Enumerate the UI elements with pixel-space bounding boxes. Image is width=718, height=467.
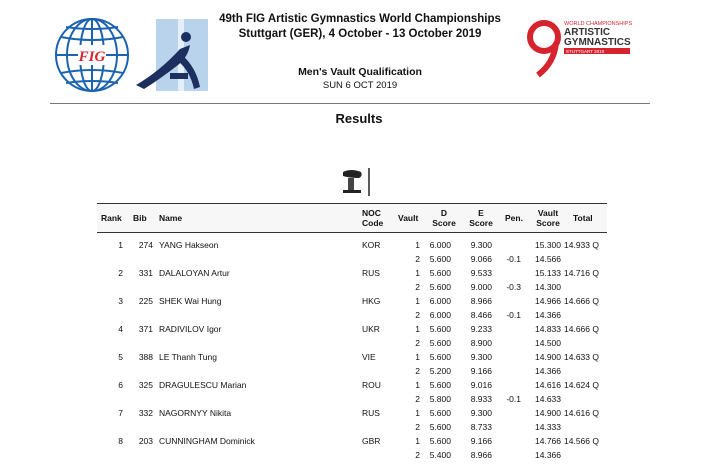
table-header [97,203,607,233]
col-e-score [464,204,498,232]
cell-bib: 325 [138,380,153,390]
cell-vn: 2 [415,450,420,460]
cell-score: 14.833 [535,324,561,334]
cell-vn: 1 [415,408,420,418]
awc-logo-line1: ARTISTIC [564,27,611,38]
cell-noc: VIE [362,352,376,362]
cell-rank: 1 [118,240,123,250]
col-name: Name [159,213,183,223]
cell-name: DRAGULESCU Marian [159,380,247,390]
cell-score: 14.366 [535,310,561,320]
col-d-score [427,204,461,232]
cell-rank: 2 [118,268,123,278]
cell-total: 14.566 Q [564,436,599,446]
cell-pen [497,238,521,252]
cell-d: 5.600 [429,408,451,418]
cell-vn: 1 [415,296,420,306]
athlete-row [97,238,607,252]
cell-score: 14.300 [535,282,561,292]
cell-noc: RUS [362,268,380,278]
cell-pen [497,448,521,462]
cell-pen [497,336,521,350]
cell-noc: KOR [362,240,381,250]
col-rank: Rank [101,213,122,223]
cell-pen: -0.1 [506,254,521,264]
cell-vn: 1 [415,380,420,390]
athlete-vault2-row [97,252,607,266]
awc-logo-sub: STUTTGART 2019 [566,49,605,54]
athlete-row [97,378,607,392]
cell-total: 14.666 Q [564,296,599,306]
cell-d: 5.600 [429,254,451,264]
cell-e: 8.733 [470,422,492,432]
cell-bib: 225 [138,296,153,306]
cell-rank: 5 [118,352,123,362]
cell-d: 5.400 [429,450,451,460]
cell-name: LE Thanh Tung [159,352,217,362]
cell-name: NAGORNYY Nikita [159,408,232,418]
cell-pen [497,322,521,336]
athlete-vault2-row [97,364,607,378]
col-vscore-line1: Vault [537,208,559,218]
cell-total: 14.624 Q [564,380,599,390]
cell-pen: -0.3 [506,282,521,292]
cell-pen [497,378,521,392]
cell-noc: GBR [362,436,381,446]
cell-name: DALALOYAN Artur [159,268,230,278]
cell-total: 14.716 Q [564,268,599,278]
cell-e: 8.466 [470,310,492,320]
cell-vn: 1 [415,324,420,334]
cell-noc: ROU [362,380,381,390]
cell-noc: HKG [362,296,381,306]
cell-d: 5.600 [429,338,451,348]
cell-pen [497,434,521,448]
cell-e: 9.016 [470,380,492,390]
cell-total: 14.666 Q [564,324,599,334]
cell-d: 5.800 [429,394,451,404]
athlete-vault2-row [97,420,607,434]
cell-score: 15.300 [535,240,561,250]
col-penalty: Pen. [505,213,523,223]
cell-e: 8.933 [470,394,492,404]
cell-noc: UKR [362,324,380,334]
cell-bib: 371 [138,324,153,334]
cell-d: 5.600 [429,352,451,362]
cell-bib: 332 [138,408,153,418]
col-e-line2: Score [469,218,493,228]
cell-total: 14.616 Q [564,408,599,418]
cell-bib: 331 [138,268,153,278]
athlete-row [97,350,607,364]
title-line2: Stuttgart (GER), 4 October - 13 October 2019 [238,28,482,40]
cell-e: 9.000 [470,282,492,292]
athlete-vault2-row [97,308,607,322]
cell-vn: 2 [415,310,420,320]
cell-vn: 1 [415,352,420,362]
col-vault-score [532,204,564,232]
cell-name: SHEK Wai Hung [159,296,222,306]
cell-score: 14.500 [535,338,561,348]
cell-e: 9.300 [470,408,492,418]
athlete-vault2-row [97,448,607,462]
cell-score: 14.366 [535,366,561,376]
vault-apparatus-icon [337,166,373,198]
cell-e: 9.066 [470,254,492,264]
cell-bib: 274 [138,240,153,250]
cell-e: 9.166 [470,436,492,446]
document-header [0,0,718,105]
awc-logo-top: WORLD CHAMPIONSHIPS [564,21,633,27]
championship-title [210,12,510,42]
athlete-row [97,406,607,420]
cell-d: 5.200 [429,366,451,376]
cell-d: 5.600 [429,436,451,446]
cell-vn: 2 [415,254,420,264]
results-title: Results [335,111,383,126]
cell-rank: 8 [118,436,123,446]
cell-vn: 1 [415,436,420,446]
cell-d: 6.000 [429,310,451,320]
cell-score: 14.566 [535,254,561,264]
athlete-vault2-row [97,336,607,350]
title-line1: 49th FIG Artistic Gymnastics World Championships [219,13,501,25]
results-table [97,203,607,462]
cell-d: 5.600 [429,282,451,292]
col-vscore-line2: Score [536,218,560,228]
cell-vn: 2 [415,338,420,348]
cell-d: 5.600 [429,422,451,432]
cell-pen: -0.1 [506,394,521,404]
artistic-gymnastics-logo [524,15,654,79]
awc-logo-line2: GYMNASTICS [564,37,631,48]
cell-total: 14.933 Q [564,240,599,250]
col-d-line1: D [440,208,448,218]
cell-bib: 388 [138,352,153,362]
cell-score: 14.366 [535,450,561,460]
vault-gymnast-logo [130,15,216,95]
cell-e: 9.233 [470,324,492,334]
cell-d: 5.600 [429,380,451,390]
col-d-line2: Score [432,218,456,228]
athlete-vault2-row [97,392,607,406]
cell-vn: 1 [415,268,420,278]
cell-vn: 2 [415,394,420,404]
col-vault: Vault [398,213,419,223]
col-e-line1: E [478,208,484,218]
cell-vn: 1 [415,240,420,250]
cell-pen [497,364,521,378]
athlete-row [97,434,607,448]
cell-score: 14.900 [535,352,561,362]
cell-rank: 4 [118,324,123,334]
cell-noc: RUS [362,408,380,418]
cell-pen [497,350,521,364]
cell-score: 15.133 [535,268,561,278]
cell-pen [497,294,521,308]
cell-score: 14.616 [535,380,561,390]
event-name: Men's Vault Qualification [298,66,422,78]
cell-d: 5.600 [429,268,451,278]
cell-e: 8.966 [470,450,492,460]
cell-bib: 203 [138,436,153,446]
athlete-row [97,294,607,308]
athlete-row [97,266,607,280]
cell-score: 14.900 [535,408,561,418]
cell-rank: 3 [118,296,123,306]
cell-pen: -0.1 [506,310,521,320]
cell-vn: 2 [415,282,420,292]
cell-e: 9.533 [470,268,492,278]
header-divider [50,103,650,104]
cell-vn: 2 [415,366,420,376]
col-noc-line1: NOC [362,208,381,218]
cell-d: 6.000 [429,296,451,306]
athlete-vault2-row [97,280,607,294]
cell-score: 14.633 [535,394,561,404]
cell-pen [497,420,521,434]
cell-total: 14.633 Q [564,352,599,362]
cell-name: YANG Hakseon [159,240,219,250]
cell-vn: 2 [415,422,420,432]
cell-name: CUNNINGHAM Dominick [159,436,255,446]
cell-e: 8.900 [470,338,492,348]
cell-score: 14.766 [535,436,561,446]
cell-e: 9.300 [470,352,492,362]
col-noc [362,204,383,232]
cell-e: 8.966 [470,296,492,306]
cell-e: 9.300 [470,240,492,250]
fig-logo-text: FIG [78,49,106,65]
event-date: SUN 6 OCT 2019 [322,80,398,91]
col-total: Total [573,213,593,223]
cell-pen [497,406,521,420]
cell-e: 9.166 [470,366,492,376]
cell-rank: 7 [118,408,123,418]
cell-pen [497,266,521,280]
cell-d: 5.600 [429,324,451,334]
fig-globe-logo [52,15,132,95]
cell-rank: 6 [118,380,123,390]
cell-score: 14.333 [535,422,561,432]
col-bib: Bib [133,213,147,223]
athlete-row [97,322,607,336]
table-body [97,233,607,462]
cell-score: 14.966 [535,296,561,306]
col-noc-line2: Code [362,218,384,228]
cell-d: 6.000 [429,240,451,250]
cell-name: RADIVILOV Igor [159,324,222,334]
